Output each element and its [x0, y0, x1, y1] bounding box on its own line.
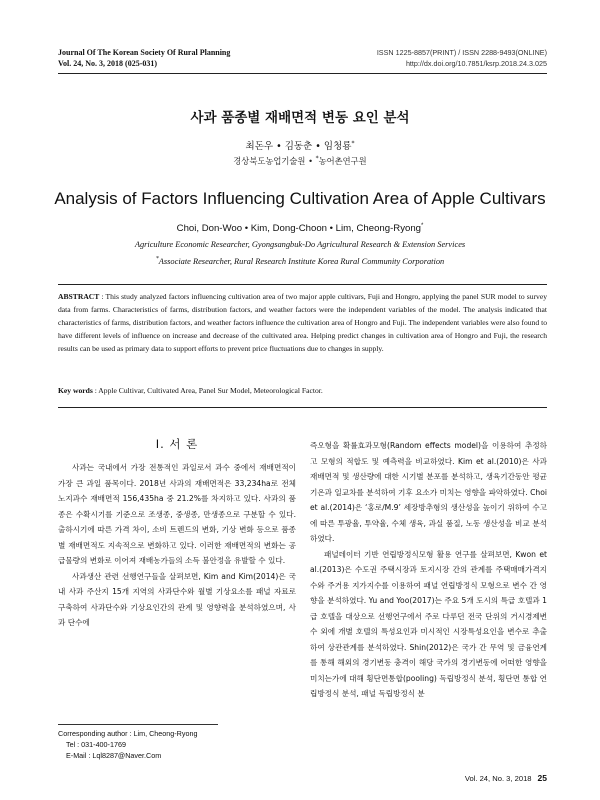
authors-korean-mark: *: [351, 139, 355, 147]
header-rule: [58, 73, 547, 74]
issn-header: [377, 48, 547, 69]
left-paragraph: 사과는 국내에서 가장 전통적인 과일로서 과수 중에서 재배면적이 가장 큰 과일 품목이다. 2018년 사과의 재배면적은 33,234ha로 전체 노지과수 재배면적 156,435ha 중 21.2%를 차지하고 있다. 사과의 품종은 수확시기를 기준으로 조생종, 중생종, 만생종으로 구분할 수 있다. 출하시기에 따른 가격 차이, 소비 트렌드의 변화, 기상 변화 등으로 품종별 재배면적도 지속적으로 변화하고 있다. 이러한 재배면적의 변화는 공급물량의 변화로 이어져 재배농가들의 소득 불안정을 유발할 수 있다.: [58, 463, 296, 565]
affiliation-english-2: [0, 256, 600, 266]
left-paragraph: 사과생산 관련 선행연구들을 살펴보면, Kim and Kim(2014)은 국내 사과 주산지 15개 지역의 사과단수와 월별 기상요소를 패널 자료로 구축하여 사과단수와 기상요인간의 관계 및 영향력을 분석하였으며, 사과 단수에: [58, 571, 296, 627]
affiliation-korean: [0, 155, 600, 167]
abstract-label: ABSTRACT: [58, 292, 100, 301]
title-korean: 사과 품종별 재배면적 변동 요인 분석: [190, 110, 410, 126]
footnote: [58, 728, 197, 761]
issn: ISSN 1225-8857(PRINT) / ISSN 2288-9493(ONLINE): [376, 48, 547, 57]
doi-link[interactable]: http://dx.doi.org/10.7851/ksrp.2018.24.3.025: [405, 58, 547, 68]
journal-volume: Vol. 24, No. 3, 2018 (025-031): [58, 58, 158, 68]
keywords-label: Key words: [58, 386, 93, 395]
keywords-text: : Apple Cultivar, Cultivated Area, Panel Sur Model, Meteorological Factor.: [92, 386, 323, 395]
abstract-bottom-rule: [58, 407, 547, 408]
affiliation-english-2-mark: *: [155, 256, 159, 262]
footnote-author: Corresponding author : Lim, Cheong-Ryong: [58, 729, 198, 738]
journal-header: [58, 48, 230, 69]
title-english: Analysis of Factors Influencing Cultivation Area of Apple Cultivars: [54, 189, 546, 208]
authors-english-names: Choi, Don-Woo • Kim, Dong-Choon • Lim, Cheong-Ryong: [176, 223, 422, 235]
footnote-tel: Tel : 031-400-1769: [66, 740, 126, 749]
affiliation-english-2-text: Associate Researcher, Rural Research Institute Korea Rural Community Corporation: [158, 256, 445, 266]
authors-korean: [0, 138, 600, 152]
page-footer: [465, 773, 547, 783]
abstract-text: : This study analyzed factors influencing cultivation area of two major apple cultivars, Fuji and Hongro, applying the panel SUR model to survey data from farms. Characteristics of farms, distribution factors, and weather factors were the independent variables of the model. The analysis indicated that characteristics of farms, distribution factors, and weather factors influence the cultivation area of Hongro and Fuji. The independent variables were also found to have different levels of influence on increase and decrease of the cultivated area. Helping predict changes in cultivation area of Hongro and Fuji, the research results can be used as primary data to support efforts to prevent price fluctuations due to changes in supply.: [58, 292, 547, 353]
affiliation-korean-mark: *: [315, 155, 319, 163]
authors-english-mark: *: [421, 223, 424, 229]
right-column: [310, 438, 547, 702]
affiliation-korean-1: 경상북도농업기술원 •: [233, 156, 313, 166]
keywords: [58, 385, 547, 397]
footnote-rule: [58, 724, 218, 725]
page-number: 25: [537, 773, 547, 783]
right-paragraph: 즉오형을 확률효과모형(Random effects model)을 이용하여 추정하고 모형의 적합도 및 예측력을 비교하였다. Kim et al.(2010)은 사과 재배면적 및 생산량에 대한 시기별 분포를 분석하고, 생육기간동안 평균 기온과 일교차를 분석하여 기후 요소가 미치는 영향을 파악하였다. Choi et al.(2014)은 ‘홍로/M.9’ 세장방추형의 생산성을 높이기 위하여 수고에 따른 투광율, 투약율, 수체 생육, 과실 품질, 노동 생산성을 비교 분석하였다.: [310, 441, 547, 543]
abstract: [58, 291, 547, 356]
affiliation-korean-2: 농어촌연구원: [318, 156, 367, 166]
authors-english: [0, 223, 600, 234]
authors-korean-names: 최돈우 • 김동춘 • 임청룡: [245, 141, 352, 152]
abstract-top-rule: [58, 284, 547, 285]
footer-issue: Vol. 24, No. 3, 2018: [464, 774, 532, 783]
right-paragraph: 패널데이터 기반 연립방정식모형 활용 연구를 살펴보면, Kwon et al.(2013)은 수도권 주택시장과 토지시장 간의 관계를 주택매매가격지수와 주거용 지가지수를 이용하여 패널 연립방정식 모형으로 변수 간 영향을 분석하였다. Yu and Yoo(2017)는 주요 5개 도시의 특급 호텔과 1급 호텔을 대상으로 선행연구에서 주로 다루던 전국 단위의 거시경제변수 외에 개별 호텔의 특성요인과 미시적인 시장특성요인을 변수로 추출하여 상관관계를 분석하였다. Shin(2012)은 국가 간 무역 및 금융연계를 통해 해외의 경기변동 충격이 해당 국가의 경기변동에 어떠한 영향을 미치는가에 대해 횡단면통합(pooling) 독립방정식 분석, 횡단면 통합 연립방정식 분석, 패널 독립방정식 분: [310, 549, 547, 698]
left-column: [58, 460, 296, 631]
journal-name: Journal Of The Korean Society Of Rural Planning: [58, 48, 231, 57]
affiliation-english-1: Agriculture Economic Researcher, Gyongsangbuk-Do Agricultural Research & Extension Services: [134, 240, 466, 249]
footnote-email[interactable]: E-Mail : Lql8287@Naver.Com: [66, 751, 162, 760]
section-title: Ⅰ. 서 론: [155, 437, 199, 451]
